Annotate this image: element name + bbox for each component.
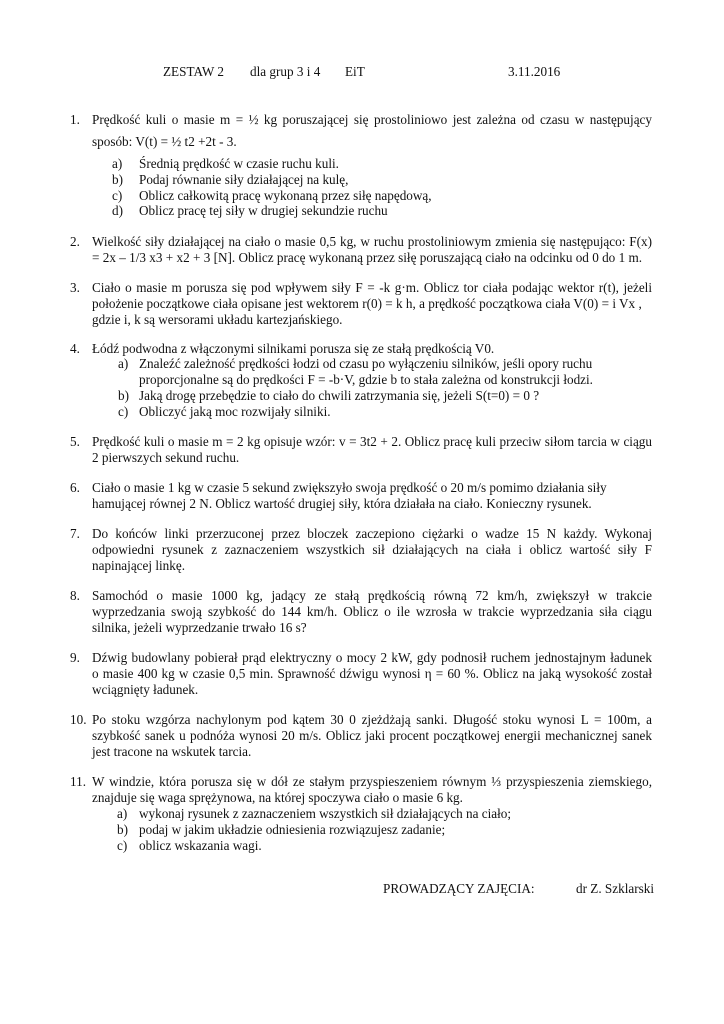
problem-line: W windzie, która porusza się w dół ze stałym przyspieszeniem równym ⅓ przyspieszenia ziemskiego, [92,774,652,789]
problem-line: Dźwig budowlany pobierał prąd elektryczny o mocy 2 kW, gdy podnosił ruchem jednostajnym ładunek [92,650,652,665]
problem-line: sposób: V(t) = ½ t2 +2t - 3. [92,134,237,149]
problem-line: Wielkość siły działającej na ciało o masie 0,5 kg, w ruchu prostoliniowym zmienia się następująco: F(x) [92,234,652,249]
footer-role: PROWADZĄCY ZAJĘCIA: [383,881,535,896]
problem-line: Łódź podwodna z włączonymi silnikami porusza się ze stałą prędkością V0. [92,341,495,356]
problem-number: 1. [70,112,80,127]
subitem-label: d) [112,203,123,218]
subitem-text: Oblicz pracę tej siły w drugiej sekundzie ruchu [139,203,388,218]
subitem-text: proporcjonalne są do prędkości F = -b·V, gdzie b to stała zależna od konstrukcji łodzi. [139,372,593,387]
problem-number: 8. [70,588,80,603]
problem-line: szybkość sanek u podnóża wynosi 20 m/s. Oblicz jaki procent początkowej energii mechanicznej sanek [92,728,652,743]
problem-line: odpowiedni rysunek z zaznaczeniem wszystkich sił działających na ciała i oblicz wartość siły F [92,542,652,557]
subitem-text: Obliczyć jaką moc rozwijały silniki. [139,404,331,419]
subitem-label: c) [112,188,123,203]
header-dept: EiT [345,64,365,79]
problem-line: silnika, jeżeli wyprzedzanie trwało 16 s? [92,620,307,635]
problem-number: 11. [70,774,86,789]
problem-line: Prędkość kuli o masie m = 2 kg opisuje wzór: v = 3t2 + 2. Oblicz pracę kuli przeciw siłom tarcia w ciągu [92,434,652,449]
problem-line: Ciało o masie m porusza się pod wpływem siły F = -k g·m. Oblicz tor ciała podając wektor r(t), jeżeli [92,280,652,295]
subitem-text: podaj w jakim układzie odniesienia rozwiązujesz zadanie; [139,822,446,837]
problem-line: o masie 400 kg w czasie 0,5 min. Sprawność dźwigu wynosi η = 60 %. Oblicz na jaką wysokość został [92,666,652,681]
subitem-label: c) [117,838,128,853]
problem-line: Prędkość kuli o masie m = ½ kg poruszającej się prostoliniowo jest zależna od czasu w następujący [92,112,652,127]
subitem-label: a) [118,356,129,371]
subitem-label: b) [112,172,123,187]
problem-line: znajduje się waga sprężynowa, na której spoczywa ciało o masie 6 kg. [92,790,463,805]
problem-line: jest tracone na wskutek tarcia. [92,744,252,759]
subitem-label: c) [118,404,129,419]
problem-line: Po stoku wzgórza nachylonym pod kątem 30 0 zjeżdżają sanki. Długość stoku wynosi L = 100m, a [92,712,652,727]
header-set: ZESTAW 2 [163,64,225,79]
problem-line: 2 pierwszych sekund ruchu. [92,450,240,465]
problem-line: położenie początkowe ciała opisane jest wektorem r(0) = k h, a prędkość początkowa ciała V(0) = i Vx , [92,296,642,311]
problem-number: 4. [70,341,80,356]
subitem-text: Znaleźć zależność prędkości łodzi od czasu po wyłączeniu silników, jeśli opory ruchu [139,356,593,371]
problem-number: 7. [70,526,80,541]
problem-number: 6. [70,480,80,495]
footer-name: dr Z. Szklarski [576,881,655,896]
problem-number: 10. [70,712,87,727]
problem-line: wyprzedzania swoją szybkość do 144 km/h. Oblicz o ile wzrosła w trakcie wyprzedzania siła ciągu [92,604,652,619]
problem-number: 9. [70,650,80,665]
subitem-label: b) [117,822,128,837]
problem-number: 5. [70,434,80,449]
subitem-label: a) [112,156,123,171]
problem-line: = 2x – 1/3 x3 + x2 + 3 [N]. Oblicz pracę wykonaną przez siłę poruszającą ciało na odcinku od 0 do 1 m. [92,250,643,265]
problem-line: gdzie i, k są wersorami układu kartezjańskiego. [92,312,343,327]
problem-number: 2. [70,234,80,249]
subitem-text: Jaką drogę przebędzie to ciało do chwili zatrzymania się, jeżeli S(t=0) = 0 ? [139,388,540,403]
subitem-text: Oblicz całkowitą pracę wykonaną przez siłę napędową, [139,188,432,203]
subitem-text: Podaj równanie siły działającej na kulę, [139,172,349,187]
header-date: 3.11.2016 [508,64,561,79]
problem-line: hamującej równej 2 N. Oblicz wartość drugiej siły, która działała na ciało. Konieczny rysunek. [92,496,592,511]
subitem-text: Średnią prędkość w czasie ruchu kuli. [139,156,339,171]
problem-number: 3. [70,280,80,295]
problem-line: wciągnięty ładunek. [92,682,199,697]
subitem-label: b) [118,388,129,403]
problem-line: napinającej linkę. [92,558,186,573]
header-groups: dla grup 3 i 4 [250,64,321,79]
subitem-text: oblicz wskazania wagi. [139,838,262,853]
problem-line: Ciało o masie 1 kg w czasie 5 sekund zwiększyło swoja prędkość o 20 m/s pomimo działania siły [92,480,607,495]
subitem-text: wykonaj rysunek z zaznaczeniem wszystkich sił działających na ciało; [139,806,512,821]
subitem-label: a) [117,806,128,821]
problem-line: Samochód o masie 1000 kg, jadący ze stałą prędkością równą 72 km/h, zwiększył w trakcie [92,588,652,603]
problem-line: Do końców linki przerzuconej przez bloczek zaczepiono ciężarki o wadze 15 N każdy. Wykonaj [92,526,652,541]
